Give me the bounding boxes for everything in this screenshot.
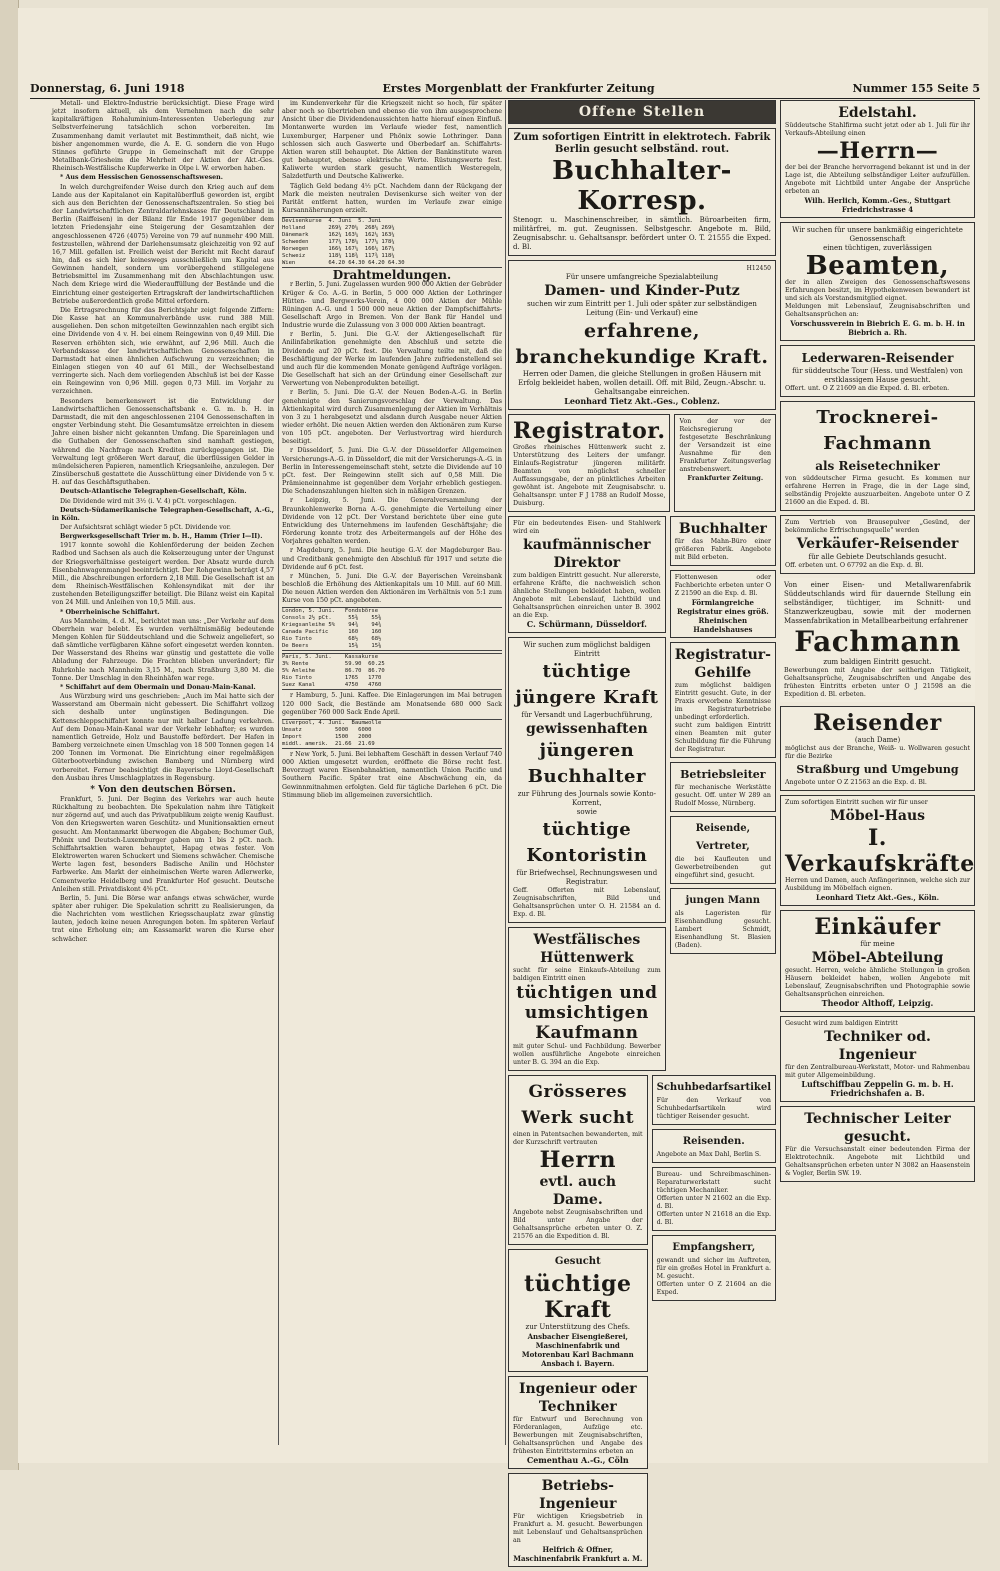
ad-row — [508, 414, 776, 516]
ad-signature: Theodor Althoff, Leipzig. — [821, 998, 934, 1008]
job-ad — [780, 706, 975, 791]
ad-title: tüchtige Kontoristin — [526, 819, 648, 866]
london-table: London, 5. Juni. Fondsbörse Consols 2½ pCt. 55⅜ 55⅜ Kriegsanleihe 5% 94¾ 94¾ Canada Pacific 160 160 Rio Tinto 68½ 68½ De Beers 15⅜ 15⅜ — [282, 607, 502, 651]
ad-title: Edelstahl. — [838, 105, 917, 121]
paragraph: Die Ertragsrechnung für das Berichtsjahr zeigt folgende Ziffern: Die Kasse hat an Kommunalverbände usw. rund 388 Mill. ausgeliehen. Den schon mitgeteilten Gewinnzahlen nach ergibt sich eine Dividende von 4 v. H. bei einem Reingewinn von 0,49 Mill. Die Reserven erhöhten sich, wie erwähnt, auf 2,96 Mill. Auch die Verbandskasse der landwirtschaftlichen Genossenschaften in Darmstadt hat einen ähnlichen Aufschwung zu verzeichnen; die Einlagen stiegen von 40 auf 61 Mill., der Wechselbestand verringerte sich. Nach dem vorliegenden Abschluß ist bei der Kasse ein Reingewinn von 0,96 Mill. gegen 0,73 Mill. im Vorjahr zu verzeichnen. — [52, 306, 274, 396]
ad-text: Gesucht wird zum baldigen Eintritt — [785, 1020, 898, 1027]
job-ad — [508, 927, 666, 1071]
ad-title: Buchhalter — [678, 521, 767, 537]
ad-text: Meldungen mit Lebenslauf, Zeugnisabschriften und Gehaltsansprüchen an: — [785, 303, 970, 318]
ad-text: Von einer Eisen- und Metallwarenfabrik Süddeutschlands wird für dauernde Stellung ein selbständiger, tüchtiger, im Schnitt- und Stanzwerkzeugbau, sowie mit der modernen Massenfabrikation in Metallbearbeitung erfahrener — [784, 581, 971, 625]
ad-headline: Zum sofortigen Eintritt in elektrotech. Fabrik Berlin gesucht selbständ. rout. — [513, 132, 771, 155]
ad-title: jüngeren Buchhalter — [527, 740, 646, 787]
article-heading: * Oberrheinische Schiffahrt. — [60, 608, 160, 616]
ad-title: I. Verkaufskräfte — [785, 825, 975, 877]
header-page: Nummer 155 Seite 5 — [852, 82, 980, 95]
column-rule — [278, 100, 279, 1445]
liverpool-table: Liverpool, 4. Juni. Baumwolle Umsatz 5000 6000 Import 1500 2000 middl. amerik. 21.66 21.69 — [282, 719, 502, 749]
exchange-rate-table: Devisenkurse 4. Juni 5. Juni Holland 269¼ 270¼ 268¼ 269¼ Dänemark 162¼ 163¼ 162¼ 163¼ Schweden 177¼ 178¼ 177¼ 178¼ Norwegen 166¼ 167¼ 166¼ 167¼ Schweiz 118¼ 118¾ 117¾ 118¼ Wien 64.20 64.30 64.20 64.30 — [282, 217, 502, 268]
column-1 — [52, 100, 274, 1445]
ad-headline: gewissenhaften — [525, 721, 648, 737]
job-ad — [780, 100, 975, 218]
ad-text: einen in Patentsachen bewanderten, mit der Kurzschrift vertrauten — [513, 1131, 643, 1146]
ad-title: Schuhbedarfsartikel — [656, 1082, 771, 1093]
ad-text: von süddeutscher Firma gesucht. Es kommen nur erfahrene Herren in Frage, die in der Lage sind, selbständig Projekte auszuarbeiten. Angebote unter O Z 21600 an die Exped. d. Bl. — [785, 475, 970, 506]
paragraph: Der Aufsichtsrat schlägt wieder 5 pCt. Dividende vor. — [60, 523, 231, 531]
ad-text: Offert. unt. O Z 21609 an die Exped. d. Bl. erbeten. — [785, 385, 950, 392]
section-heading: Drahtmeldungen. — [332, 268, 452, 283]
paragraph: im Kundenverkehr für die Kriegszeit nicht so hoch, für später aber noch so übertrieben und ebenso die von ihm ausgesprochene Ansicht über die Dividendenaussichten hatte hierauf einen Einfluß. Montanwerte wurden im Verlaufe wieder fest, namentlich Luxemburger, Harpener und Phönix sowie Lothringer. Dann schlossen sich auch Gaswerte und Oberbedarf an. Schiffahrts-Aktien waren still behauptet. Die Aktien der Bankinstitute waren gut behauptet, ebenso elektrische Werte. Rüstungswerte fest. Kaliwerte wurden stark gesucht, namentlich Westeregeln, Salzdetfurth und Deutsche Kaliwerke. — [282, 100, 502, 181]
paragraph: r Magdeburg, 5. Juni. Die heutige G.-V. der Magdeburger Bau- und Creditbank genehmigte den Abschluß für 1917 und setzte die Dividende auf 6 pCt. fest. — [282, 547, 502, 571]
ad-title: Grösseres Werk sucht — [521, 1082, 635, 1128]
column-2 — [282, 100, 502, 1445]
paragraph: r Berlin, 5. Juni. Zugelassen wurden 900 000 Aktien der Gebrüder Krüger & Co. A.-G. in Berlin, 5 000 000 Aktien der Lothringer Hütten- und Bergwerks-Verein, 4 000 000 Aktien der Mühle Rüningen A.-G. und 1 500 000 neue Aktien der Dampfschiffahrts-Gesellschaft Argo in Bremen. Von der Bank für Handel und Industrie wurde die Zulassung von 3 000 000 Aktien beantragt. — [282, 281, 502, 330]
job-ad — [670, 570, 776, 638]
ad-title: —Herrn— — [816, 138, 939, 164]
ad-title: Technischer Leiter gesucht. — [804, 1111, 951, 1145]
page-header — [30, 82, 980, 99]
paragraph: In welch durchgreifender Weise durch den Krieg auch auf dem Lande aus der Kapitalanot ein Kapitalüberfluß geworden ist, ergibt sich aus den Berichten der Genossenschaftszentralen. So stieg bei der Landwirtschaftlichen Zentraldarlehnskasse für Deutschland in Berlin (Raiffeisen) in der Bilanz für Ende 1917 gegenüber dem letzten Friedensjahr eine Steigerung der Gesamtzahlen der angeschlossenen 4726 (4075) Vereine von 79 auf nunmehr 490 Mill. festzustellen, während der Darlehensumsatz gleichzeitig von 92 auf 16,7 Mill. gefallen ist. Freilich weist der Bericht mit Recht darauf hin, daß es sich hier keineswegs ausschließlich um Kapital aus Gewinnen handelt, sondern um vorübergehend stillgelegene Betriebsmittel im Zusammenhang mit den Abschlachtungen usw. Nach dem Kriege wird die Wiederauffüllung der Bestände und die Einrichtung einer gesteigerten Ertragskraft der landwirtschaftlichen Betriebe außerordentlich große Mittel erfordern. — [52, 183, 274, 305]
ad-text: Zum sofortigen Eintritt suchen wir für unser — [785, 799, 928, 806]
ad-title: Betriebs-Ingenieur — [539, 1478, 617, 1512]
ad-headline: Damen- und Kinder-Putz — [544, 283, 740, 299]
ad-title: erfahrene, branchekundige Kraft. — [515, 320, 769, 368]
ad-signature: Frankfurter Zeitung. — [687, 474, 764, 482]
section-heading: * Von den deutschen Börsen. — [90, 784, 236, 795]
ad-text: mit guter Schul- und Fachbildung. Bewerber wollen ausführliche Angebote einreichen unter B. G. 394 an die Exp. — [513, 1043, 661, 1066]
column-rule — [505, 100, 506, 1445]
paragraph: Frankfurt, 5. Juni. Der Beginn des Verkehrs war auch heute Rückhaltung zu beobachten. Die Spekulation nahm ihre Tätigkeit nur zögernd auf, und auch das Privatpublikum zeigte wenig Kauflust. Von den Kriegswerten waren Geschütz- und Munitionsaktien erneut gesucht. Am Montanmarkt überwogen die Abgaben; Bochumer Guß, Phönix und Deutsch-Luxemburger gaben um 1 bis 2 pCt. nach. Schiffahrtsaktien waren behauptet, Hapag etwas fester. Von Elektrowerten waren Schuckert und Siemens schwächer. Chemische Werte lagen fest, besonders Badische Anilin und Höchster Farbwerke. Am Markt der einheimischen Werte waren Adlerwerke, Cementwerke Heidelberg und Frankfurter Hof gesucht. Deutsche Anleihen still. Privatdiskont 4⅝ pCt. — [52, 795, 274, 893]
paragraph: Berlin, 5. Juni. Die Börse war anfangs etwas schwächer, wurde später aber ruhiger. Die Spekulation schritt zu Realisierungen, da die Nachrichten vom westlichen Kriegsschauplatz zwar günstig lauten, jedoch keine neuen Anregungen boten. Im späteren Verlauf trat eine Erholung ein; am Kassamarkt waren die Kurse eher schwächer. — [52, 894, 274, 943]
ad-text: Offerten unter N 21602 an die Exp. d. Bl. — [656, 1195, 771, 1210]
ad-title: Beamten, — [805, 251, 950, 281]
ad-headline: evtl. auch Dame. — [539, 1174, 617, 1208]
ad-headline: Gesucht — [554, 1256, 601, 1267]
job-ad — [670, 762, 776, 812]
section-banner — [508, 100, 776, 124]
job-ad — [780, 795, 975, 906]
header-edition: Erstes Morgenblatt der Frankfurter Zeitung — [382, 82, 655, 95]
ad-text: gewandt und sicher im Auftreten, für ein großes Hotel in Frankfurt a. M. gesucht. — [656, 1257, 771, 1280]
paragraph: r New York, 5. Juni. Bei lebhaftem Geschäft in dessen Verlauf 740 000 Aktien umgesetzt wurden, eröffnete die Börse recht fest. Bevorzugt waren Eisenbahnaktien, namentlich Union Pacific und Southern Pacific. Später trat eine Abschwächung ein, da Gewinnmitnahmen erfolgten. Geld für tägliche Darlehen 6 pCt. Die Stimmung blieb im allgemeinen zuversichtlich. — [282, 750, 502, 799]
ad-title: Trocknerei-Fachmann — [816, 407, 939, 454]
ad-text: Offerten unter O Z 21604 an die Exped. — [656, 1281, 771, 1296]
ad-text: Für ein bedeutendes Eisen- und Stahlwerk wird ein — [513, 520, 661, 535]
job-ad — [508, 1473, 648, 1567]
job-ad — [508, 637, 666, 923]
ad-title: Betriebsleiter — [680, 768, 766, 781]
ad-text: Herren und Damen, auch Anfängerinnen, welche sich zur Ausbildung im Möbelfach eignen. — [785, 877, 970, 892]
ad-text: einen tüchtigen, zuverlässigen — [823, 244, 932, 252]
ad-title: kaufmännischer Direktor — [523, 537, 651, 571]
ad-stack — [508, 1075, 648, 1571]
ad-signature: Leonhard Tietz Akt.-Ges., Coblenz. — [564, 396, 720, 406]
job-ad — [508, 1376, 648, 1469]
section-banner-label: Offene Stellen — [578, 104, 706, 120]
ad-text: Zum Vertrieb von Brausepulver „Gesünd, der bekömmliche Erfrischungsquelle" werden — [785, 519, 970, 534]
ad-text: für das Mahn-Büro einer größeren Fabrik. Angebote mit Bild erbeten. — [674, 538, 771, 561]
paragraph: Täglich Geld bedang 4½ pCt. Nachdem dann der Rückgang der Mark die meisten neutralen Devisenkurse sich weiter von der Parität entfernt hatten, wurden im Verlaufe zwar einige Kursannäherungen erzielt. — [282, 182, 502, 215]
ad-headline: Möbel-Abteilung — [811, 950, 944, 966]
paris-table: Paris, 5. Juni. Kassakurse 3% Rente 59.90 60.25 5% Anleihe 86.70 86.70 Rio Tinto 1765 1770 Suez Kanal 4750 4760 — [282, 653, 502, 690]
ad-text: Von der vor der Reichsregierung festgesetzte Beschränkung der Versandzeit ist eine Ausnahme für den Frankfurter Zeitungsverlag anstrebenswert. — [679, 418, 771, 473]
paragraph: r Hamburg, 5. Juni. Kaffee. Die Einlagerungen im Mai betrugen 120 000 Sack, die Bestände am Monatsende 680 000 Sack gegenüber 760 000 Sack Ende April. — [282, 692, 502, 716]
ad-signature: Ansbacher Eisengießerei, Maschinenfabrik und Motorenbau Karl Bachmann Ansbach i. Bayern. — [521, 1332, 634, 1368]
ad-title: Reisender — [813, 710, 942, 736]
ad-title: Registratur-Gehilfe — [674, 647, 771, 681]
ad-text: für meine — [860, 940, 895, 948]
ad-text: möglichst aus der Branche, Weiß- u. Wollwaren gesucht für die Bezirke — [785, 745, 970, 760]
ad-text: für süddeutsche Tour (Hess. und Westfalen) von erstklassigem Hause gesucht. — [792, 367, 963, 384]
ad-text: Angebote unter O Z 21563 an die Exp. d. Bl. — [785, 779, 927, 786]
ad-signature: Leonhard Tietz Akt.-Ges., Köln. — [815, 893, 940, 902]
ad-text: Angebote an Max Dahl, Berlin S. — [656, 1151, 762, 1158]
job-ad — [670, 516, 776, 566]
ad-title: Verkäufer-Reisender — [796, 536, 959, 552]
ad-text: zum baldigen Eintritt gesucht. Nur allererste, erfahrene Kräfte, die nachweislich schon ähnliche Stellungen bekleidet haben, wollen Angebote mit Lebenslauf, Lichtbild und Gehaltsansprüchen einreichen unter B. 3902 an die Exp. — [513, 572, 661, 619]
ad-text: für Briefwechsel, Rechnungswesen und Registratur. — [516, 869, 658, 886]
paragraph: Metall- und Elektro-Industrie berücksichtigt. Diese Frage wird jetzt insofern aktuell, als dem Vernehmen nach die sehr kapitalkräftigen Rohaluminium-Interessenten Ueberlegung zur Selbstverfeinerung tatsächlich schon vorbereiten. Im Zusammenhang damit verlautet mit Bestimmtheit, daß nicht, wie bisher angenommen wurde, die A. E. G. sondern die von Hugo Stinnes geführte Gruppe in Gemeinschaft mit der Gruppe Metallbank-Griesheim die Mehrheit der Aktien der Akt.-Ges. Rheinisch-Westfälische Kupferwerke in Olpe i. W. erworben haben. — [52, 100, 274, 173]
ad-text: für mechanische Werkstätte gesucht. Off. unter W 289 an Rudolf Mosse, Nürnberg. — [674, 784, 771, 807]
ad-text: zur Unterstützung des Chefs. — [525, 1323, 631, 1331]
ad-headline: als Reisetechniker — [815, 459, 940, 473]
ad-title: Ingenieur oder Techniker — [518, 1381, 637, 1415]
ad-title: Herrn — [539, 1147, 617, 1173]
ad-title: jungen Mann — [685, 895, 761, 906]
job-ad — [780, 910, 975, 1012]
ad-headline: Förmlangreiche Registratur eines größ. Rheinischen Handelshauses — [677, 598, 769, 634]
ad-text: Bewerbungen mit Angabe der seitherigen Tätigkeit, Gehaltsansprüche, Zeugnisabschriften und Angabe des frühesten Eintritts erbeten unter O J 21598 an die Expedition d. Bl. erbeten. — [784, 667, 971, 698]
article-heading: * Schiffahrt auf dem Obermain und Donau-Main-Kanal. — [60, 683, 256, 691]
ad-title: Einkäufer — [814, 914, 941, 940]
ad-text: als Lageristen für Eisenhandlung gesucht. Lambert Schmidt, Eisenhandlung St. Blasien (Baden). — [674, 910, 771, 949]
ad-title: tüchtige Kraft — [524, 1271, 632, 1323]
ad-text: der in allen Zweigen des Genossenschaftswesens Erfahrungen besitzt, im Hypothekenwesen bewandert ist und sich als Vorstandsmitglied eignet. — [785, 279, 970, 302]
job-ad — [652, 1075, 776, 1125]
paragraph: r Berlin, 5. Juni. Die G.-V. der Aktiengesellschaft für Anilinfabrikation genehmigte den Abschluß und setzte die Dividende auf 20 pCt. fest. Die Verwaltung teilte mit, daß die Beschäftigung der Werke im laufenden Jahre zufriedenstellend sei und auch für die kommenden Monate genügend Aufträge vorlägen. Die Gesellschaft hat sich an der Gründung einer Gesellschaft zur Verwertung von Nebenprodukten beteiligt. — [282, 331, 502, 388]
paragraph: Besonders bemerkenswert ist die Entwicklung der Landwirtschaftlichen Genossenschaftsbank e. G. m. b. H. in Darmstadt, die mit den angeschlossenen 2104 Genossenschaften in engster Verbindung steht. Die Gesamtumsätze erreichten in diesem Jahre einen bisher nicht gekannten Umfang. Die Spareinlagen und die Guthaben der Genossenschaften sind namhaft gestiegen, während die Nachfrage nach Krediten zurückgegangen ist. Die Verwaltung legt größeren Wert darauf, die überflüssigen Gelder in mündelsicheren Papieren, namentlich Kriegsanleihe, anzulegen. Der Zinsüberschuß gestattete die Ausschüttung einer Dividende von 5 v. H. auf das Geschäftsguthaben. — [52, 397, 274, 487]
job-ad — [780, 1016, 975, 1102]
paragraph: Die Dividende wird mit 3½ (i. V. 4) pCt. vorgeschlagen. — [60, 497, 237, 505]
ad-text: Flottenwesen oder Fachberichte erbeten unter O Z 21590 an die Exp. d. Bl. — [674, 574, 771, 597]
ad-text: für den Zentralbureau-Werkstatt, Motor- und Rahmenbau mit guter Allgemeinbildung. — [785, 1064, 970, 1079]
ad-text: suchen wir zum Eintritt per 1. Juli oder später zur selbständigen Leitung (Ein- und Verkauf) eine — [527, 300, 757, 317]
ad-text: sucht zum baldigen Eintritt einen Beamten mit guter Schulbildung für die Führung der Registratur. — [674, 722, 771, 753]
job-ad — [652, 1129, 776, 1163]
ad-text: Süddeutsche Stahlfirma sucht jetzt oder ab 1. Juli für ihr Verkaufs-Abteilung einen — [785, 122, 970, 137]
job-ad — [780, 515, 975, 574]
ad-text: gesucht. Herren, welche ähnliche Stellungen in großen Häusern bekleidet haben, wollen Angebote mit Lebenslauf, Zeugnisabschriften und Photographie sowie Gehaltsansprüchen einreichen. — [785, 967, 970, 998]
ad-headline: Westfälisches Hüttenwerk — [533, 932, 641, 966]
job-ad — [508, 414, 670, 512]
ad-headline: Möbel-Haus — [829, 808, 926, 824]
job-ad — [780, 1106, 975, 1182]
job-ad — [670, 642, 776, 758]
paragraph: Aus Würzburg wird uns geschrieben: „Auch im Mai hatte sich der Wasserstand am Obermain nicht gebessert. Die Schiffahrt vollzog sich deshalb unter ungünstigen Bedingungen. Die Kettenschleppschiffahrt konnte nur mit halber Ladung verkehren. Auf dem Donau-Main-Kanal war der Verkehr lebhafter; es wurden namentlich Getreide, Holz und Baustoffe befördert. Der Hafen in Bamberg verzeichnete einen Umschlag von 18 500 Tonnen gegen 14 200 Tonnen im Vormonat. Die Einrichtung einer regelmäßigen Güterbootverbindung zwischen Bamberg und Nürnberg wird vorbereitet. Ferner beabsichtigt die Bayerische Lloyd-Gesellschaft den Ausbau ihres Umschlagplatzes in Regensburg. — [52, 693, 274, 782]
job-ad — [508, 516, 666, 633]
job-ad — [652, 1235, 776, 1301]
ad-row — [508, 516, 776, 1075]
ad-stack — [508, 516, 666, 1075]
ad-title: Fachmann — [794, 625, 961, 658]
ad-signature: Helfrich & Offner, Maschinenfabrik Frankfurt a. M. — [513, 1545, 643, 1563]
ad-text: sucht für seine Einkaufs-Abteilung zum baldigen Eintritt einen — [513, 967, 661, 982]
ad-stack — [670, 516, 776, 1075]
ad-signature: C. Schürmann, Düsseldorf. — [526, 619, 647, 629]
ad-title: tüchtige jüngere Kraft — [515, 661, 659, 708]
page-edge — [0, 0, 19, 1470]
ad-headline: Straßburg und Umgebung — [796, 763, 959, 776]
ad-text: sowie — [576, 808, 597, 816]
ad-text: (auch Dame) — [854, 736, 901, 744]
paragraph: Aus Mannheim, 4. d. M., berichtet man uns: „Der Verkehr auf dem Oberrhein war belebt. Es wurden verhältnismäßig bedeutende Mengen Kohlen für Süddeutschland und die Schweiz angeliefert, so daß sämtliche verfügbaren Kähne sofort eingesetzt werden konnten. Der Wasserstand des Rheins war günstig und gestattete die volle Abladung der Fahrzeuge. Die Frachten blieben unverändert; für Ruhrkohle nach Mannheim 3,15 M., nach Straßburg 3,80 M. die Tonne. Der Umschlag in den Rheinhäfen war rege. — [52, 617, 274, 682]
ad-text: Für den Verkauf von Schuhbedarfsartikeln wird tüchtiger Reisender gesucht. — [656, 1097, 771, 1120]
ad-stack — [652, 1075, 776, 1571]
ad-row — [508, 1075, 776, 1571]
notice-ad — [674, 414, 776, 512]
article-heading: Bergwerksgesellschaft Trier m. b. H., Hamm (Trier I—II). — [60, 533, 263, 541]
ad-signature: Vorschussverein in Biebrich E. G. m. b. H. in Biebrich a. Rh. — [790, 319, 965, 337]
ad-signature: Luftschiffbau Zeppelin G. m. b. H. Friedrichshafen a. B. — [801, 1079, 954, 1098]
paragraph: r Berlin, 5. Juni. Die G.-V. der Neuen Boden-A.-G. in Berlin genehmigte den Sanierungsvorschlag der Verwaltung. Das Aktienkapital wird durch Zusammenlegung der Aktien im Verhältnis von 3 zu 1 herabgesetzt und alsdann durch Ausgabe neuer Aktien wieder erhöht. Die neuen Aktien werden den Aktionären zum Kurse von 105 pCt. angeboten. Der Verlustvortrag wird hierdurch beseitigt. — [282, 389, 502, 446]
ad-text: zum möglichst baldigen Eintritt gesucht. Gute, in der Praxis erworbene Kenntnisse im Registraturbetriebe unbedingt erforderlich. — [674, 682, 771, 721]
ad-title: Techniker od. Ingenieur — [824, 1029, 931, 1063]
ad-signature: Cementhau A.-G., Cöln — [526, 1455, 629, 1465]
paragraph: r Düsseldorf, 5. Juni. Die G.-V. der Düsseldorfer Allgemeinen Versicherungs-A.-G. in Düsseldorf, die mit der Versicherungs-A.-G. in Berlin in Interessengemeinschaft steht, setzte die Dividende auf 10 pCt. fest. Der Reingewinn stellt sich auf 0,58 Mill. Die Prämieneinnahme ist gegenüber dem Vorjahr erheblich gestiegen. Die Schadenszahlungen hielten sich in mäßigen Grenzen. — [282, 447, 502, 496]
ads-column-4 — [780, 100, 975, 1445]
article-heading: Deutsch-Atlantische Telegraphen-Gesellschaft, Köln. — [60, 488, 247, 496]
job-ad — [670, 816, 776, 884]
ad-text: Herren oder Damen, die gleiche Stellungen in großen Häusern mit Erfolg bekleidet haben, wollen detaill. Off. mit Bild, Zeugn.-Abschr. u. Gehaltsangabe einreichen. — [518, 370, 766, 396]
ad-text: Großes rheinisches Hüttenwerk sucht z. Unterstützung des Leiters der umfangr. Einlaufs-Registratur jüngeren militärfr. Beamten von möglichst schneller Auffassungsgabe, der an pünktliches Arbeiten gewöhnt ist. Angebote mit Zeugnisabschr. u. Gehaltsanspr. unter F J 1788 an Rudolf Mosse, Duisburg. — [513, 444, 666, 507]
paragraph: r München, 5. Juni. Die G.-V. der Bayerischen Vereinsbank beschloß die Erhöhung des Aktienkapitals um 10 Mill. auf 60 Mill. Die neuen Aktien werden den Aktionären im Verhältnis von 5:1 zum Kurse von 150 pCt. angeboten. — [282, 572, 502, 605]
paragraph: r Leipzig, 5. Juni. Die Generalversammlung der Braunkohlenwerke Borna A.-G. genehmigte die Verteilung einer Dividende von 12 pCt. Der Vorstand berichtete über eine gute Entwicklung des Unternehmens im laufenden Geschäftsjahr; die Förderung konnte trotz des Arbeitermangels auf der Höhe des Vorjahres gehalten werden. — [282, 497, 502, 546]
ad-title: tüchtigen und umsichtigen Kaufmann — [516, 983, 658, 1043]
ad-text: für Entwurf und Berechnung von Förderanlagen, Aufzüge etc. Bewerbungen mit Zeugnisabschriften, Gehaltsansprüchen und Angabe des frühesten Eintrittstermins erbeten an — [513, 1416, 643, 1455]
ad-text: für alle Gebiete Deutschlands gesucht. — [808, 553, 947, 561]
ad-text: Wir suchen zum möglichst baldigen Eintritt — [523, 641, 651, 658]
ad-title: Reisenden. — [682, 1136, 745, 1147]
ad-text: für Versandt und Lagerbuchführung, — [521, 711, 653, 719]
ad-text: die bei Kaufleuten und Gewerbetreibenden gut eingeführt sind, gesucht. — [674, 856, 771, 879]
ad-text: zum baldigen Eintritt gesucht. — [823, 658, 932, 666]
job-ad — [780, 222, 975, 341]
ad-text: Wir suchen für unsere bankmäßig eingerichtete Genossenschaft — [792, 226, 963, 243]
ad-title: Reisende, Vertreter, — [695, 823, 751, 852]
ad-text: Bureau- und Schreibmaschinen-Reparaturwerkstatt sucht tüchtigen Mechaniker. — [656, 1171, 771, 1194]
article-heading: Deutsch-Südamerikanische Telegraphen-Gesellschaft, A.-G., in Köln. — [52, 506, 274, 522]
job-ad — [780, 401, 975, 511]
job-ad — [508, 128, 776, 256]
job-ad — [780, 578, 975, 702]
job-ad — [508, 1075, 648, 1245]
ad-text: Angebote nebst Zeugnisabschriften und Bild unter Angabe der Gehaltsansprüche erbeten unter O. Z. 21576 an die Expedition d. Bl. — [513, 1209, 643, 1240]
job-ad — [670, 888, 776, 954]
ad-title: Registrator. — [513, 418, 666, 444]
ad-title: Empfangsherr, — [672, 1242, 756, 1253]
ad-title: Buchhalter-Korresp. — [552, 156, 732, 216]
ad-text: Für wichtigen Kriegsbetrieb in Frankfurt a. M. gesucht. Bewerbungen mit Lebenslauf und Gehaltsansprüchen an — [513, 1513, 643, 1544]
ad-reference: H12450 — [746, 265, 771, 272]
ad-text: Off. erbeten unt. O 67792 an die Exp. d. Bl. — [785, 562, 924, 569]
ad-text: Offerten unter N 21618 an die Exp. d. Bl. — [656, 1211, 771, 1226]
article-heading: * Aus dem Hessischen Genossenschaftswesen. — [60, 174, 223, 182]
paragraph: 1917 konnte sowohl die Kohlenförderung der beiden Zechen Radbod und Sachsen als auch die Kokserzeugung unter der Ungunst der Kriegsverhältnisse gesteigert werden. Der Absatz wurde durch Eisenbahnwagenmangel beeinträchtigt. Der Rohgewinn beträgt 4,57 Mill., die Abschreibungen erfordern 2,18 Mill. Die Gesellschaft ist an dem Rheinisch-Westfälischen Kohlensyndikat mit der ihr zustehenden Beteiligungsziffer beteiligt. Die Bilanz weist ein Kapital von 24 Mill. und Anleihen von 10,5 Mill. aus. — [52, 542, 274, 607]
ad-text: Für unsere umfangreiche Spezialabteilung — [565, 273, 719, 281]
ad-text: Stenogr. u. Maschinenschreiber, in sämtlich. Büroarbeiten firm, militärfrei, m. gut. Zeugnissen. Selbstgeschr. Angebote m. Bild, Zeugnisabschr. u. Gehaltsanspr. befördert unter O. T. 21555 die Exped. d. Bl. — [513, 216, 771, 251]
job-ad — [508, 1249, 648, 1372]
job-ad — [780, 345, 975, 397]
ad-text: zur Führung des Journals sowie Konto-Korrent, — [517, 790, 657, 807]
ad-text: Geff. Offerten mit Lebenslauf, Zeugnisabschriften, Bild und Gehaltsansprüchen unter O. H. 21584 an d. Exp. d. Bl. — [513, 887, 661, 918]
ad-signature: Wilh. Herlich, Komm.-Ges., Stuttgart Friedrichstrasse 4 — [804, 196, 951, 214]
job-ad — [508, 260, 776, 410]
ads-column-3 — [508, 100, 776, 1563]
job-ad — [652, 1167, 776, 1231]
ad-title: Lederwaren-Reisender — [801, 351, 954, 365]
header-date: Donnerstag, 6. Juni 1918 — [30, 82, 185, 95]
ad-text: der bei der Branche hervorragend bekannt ist und in der Lage ist, die Abteilung selbständiger Leiter aufzufüllen. Angebote mit Lichtbild unter Angabe der Ansprüche erbeten an — [785, 164, 970, 195]
ad-text: Für die Versuchsanstalt einer bedeutenden Firma der Elektrotechnik. Angebote mit Lichtbild und Gehaltsansprüchen erbeten unter N 3082 an Haasenstein & Vogler, Berlin SW. 19. — [785, 1146, 970, 1177]
